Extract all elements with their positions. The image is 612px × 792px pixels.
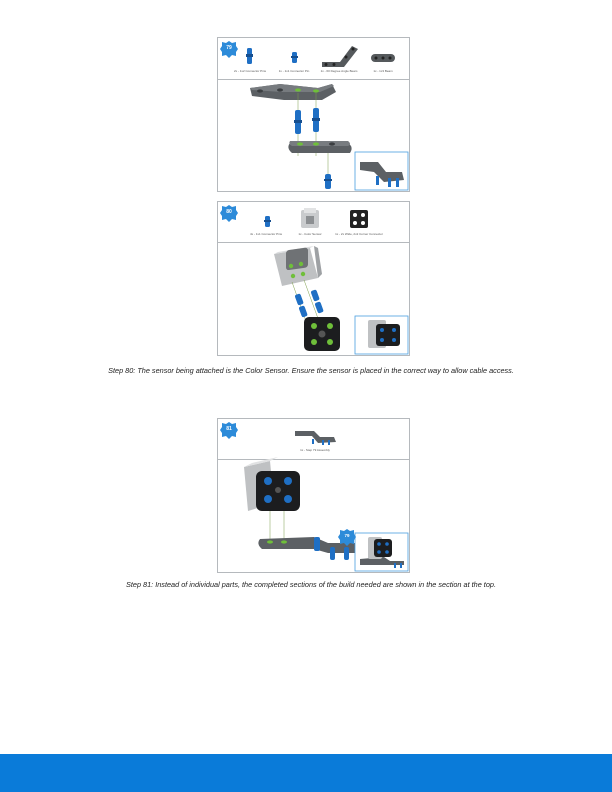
result-inset [355,533,408,571]
connector-pin-icon [264,216,271,227]
part-label-1: 1x - Step 79 Assembly [300,448,330,452]
corner-connector-icon [350,210,368,228]
connector-pin-1x2-icon [246,48,253,64]
footer-bar [0,754,612,792]
inset-step-number: 79 [344,533,350,538]
step-number: 79 [226,45,232,51]
step-81-illustration [218,419,411,574]
part-label-1: 2x - 1x2 Connector Pins [233,69,267,73]
angle-beam-icon [322,46,358,67]
part-label-4: 1x - 1x3 Beam [373,69,393,73]
connector-pin-left [294,110,302,134]
angle-beam-assembly [250,84,336,100]
part-label-1: 4x - 1x1 Connector Pins [249,232,283,236]
step-80-caption: Step 80: The sensor being attached is the Color Sensor. Ensure the sensor is placed in the correct way to allow cable access. [108,366,514,375]
color-sensor [274,246,322,286]
result-inset [355,152,408,190]
corner-connector [304,317,340,351]
part-label-3: 1x - 60 Degree Angle Beam [320,69,358,73]
beam-1x3-icon [371,54,395,62]
part-label-2: 1x - 1x1 Connector Pin [278,69,310,73]
step-79-illustration [218,38,411,193]
result-inset [355,316,408,354]
step-80-panel [217,201,410,356]
connector-pin-bottom [324,174,332,189]
connector-pin-1x1-icon [291,52,298,63]
connector-pin-right [312,108,320,132]
sensor-assembly [244,457,300,511]
step-number: 80 [226,209,232,215]
step-81-panel [217,418,410,573]
step-79-panel [217,37,410,192]
beam-1x3-assembly [288,141,351,153]
step-81-caption: Step 81: Instead of individual parts, the completed sections of the build needed are shown in the section at the top. [126,580,496,589]
step-80-illustration [218,202,411,357]
part-label-3: 1x - 2x Wide, 2x2 Corner Connector [335,232,383,236]
part-label-2: 1x - Color Sensor [298,232,322,236]
color-sensor-icon [301,208,319,228]
step-number: 81 [226,426,232,432]
step-79-assembly-icon [295,431,336,445]
